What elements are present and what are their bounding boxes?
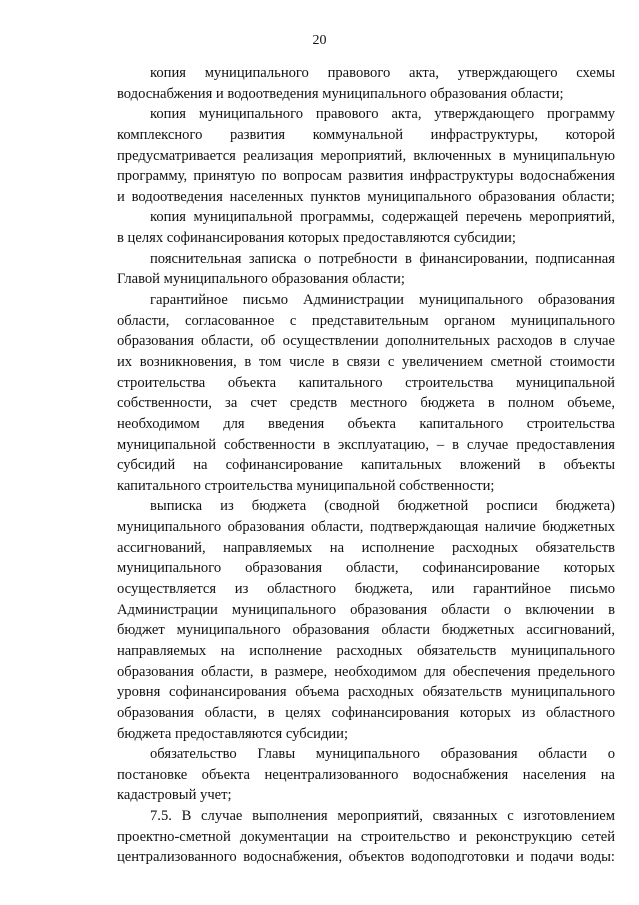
text-line: централизованного водоснабжения, объектов водоподготовки и подачи воды: xyxy=(117,849,615,866)
text-line: ассигнований, направляемых на исполнение расходных обязательств xyxy=(117,539,615,556)
text-line: программу, принятую по вопросам развития инфраструктуры водоснабжения xyxy=(117,168,615,185)
text-line: в целях софинансирования которых предоставляются субсидии; xyxy=(117,230,516,247)
text-line: кадастровый учет; xyxy=(117,787,232,804)
text-line: Администрации муниципального образования области о включении в xyxy=(117,601,615,618)
paragraph-guarantee-letter xyxy=(117,290,615,496)
text-line: их возникновения, в том числе в связи с увеличением сметной стоимости xyxy=(117,353,615,370)
text-line: образования области, в размере, необходимом для обеспечения предельного xyxy=(117,663,615,680)
text-line: муниципального образования области, подтверждающая наличие бюджетных xyxy=(117,519,615,536)
text-line: выписка из бюджета (сводной бюджетной росписи бюджета) xyxy=(150,498,615,515)
text-line: и водоотведения населенных пунктов муниципального образования области; xyxy=(117,188,615,205)
text-line: пояснительная записка о потребности в финансировании, подписанная xyxy=(150,250,615,267)
paragraph-budget-extract xyxy=(117,496,615,744)
text-line: осуществляется из областного бюджета, или гарантийное письмо xyxy=(117,581,615,598)
text-line: собственности, за счет средств местного бюджета в полном объеме, xyxy=(117,395,615,412)
text-line: копия муниципального правового акта, утверждающего схемы xyxy=(150,65,615,81)
document-body xyxy=(117,63,615,868)
paragraph-explanatory-note xyxy=(117,249,615,290)
text-line: Главой муниципального образования области; xyxy=(117,271,405,288)
paragraph-municipal-act-scheme xyxy=(117,63,615,104)
text-line: постановке объекта нецентрализованного водоснабжения населения на xyxy=(117,766,615,783)
text-line: проектно-сметной документации на строительство и реконструкцию сетей xyxy=(117,828,615,845)
text-line: копия муниципального правового акта, утверждающего программу xyxy=(150,106,615,123)
text-line: обязательство Главы муниципального образования области о xyxy=(150,746,615,763)
text-line: образования области, об осуществлении дополнительных расходов в случае xyxy=(117,333,615,350)
text-line: области, согласованное с представительным органом муниципального xyxy=(117,312,615,329)
text-line: образования области, в целях софинансирования которых из областного xyxy=(117,704,615,721)
text-line: муниципальной собственности в эксплуатацию, – в случае предоставления xyxy=(117,436,615,453)
text-line: водоснабжения и водоотведения муниципального образования области; xyxy=(117,85,564,102)
text-line: направляемых на исполнение расходных обязательств муниципального xyxy=(117,642,615,659)
text-line: бюджета предоставляются субсидии; xyxy=(117,725,349,742)
paragraph-municipal-act-program xyxy=(117,104,615,207)
text-line: предусматривается реализация мероприятий, включенных в муниципальную xyxy=(117,147,615,164)
text-line: муниципального образования области, софинансирование которых xyxy=(117,560,615,577)
paragraph-municipal-program xyxy=(117,207,615,248)
text-line: комплексного развития коммунальной инфраструктуры, которой xyxy=(117,126,615,143)
text-line: капитального строительства муниципальной собственности; xyxy=(117,477,495,494)
text-line: субсидий на софинансирование капитальных вложений в объекты xyxy=(117,457,615,474)
page-number: 20 xyxy=(312,33,327,48)
paragraph-clause-7-5 xyxy=(117,806,615,868)
text-line: бюджет муниципального образования области бюджетных ассигнований, xyxy=(117,622,615,639)
text-line: уровня софинансирования объема расходных обязательств муниципального xyxy=(117,684,615,701)
text-line: строительства объекта капитального строительства муниципальной xyxy=(117,374,615,391)
text-line: 7.5. В случае выполнения мероприятий, связанных с изготовлением xyxy=(150,808,615,825)
text-line: копия муниципальной программы, содержащей перечень мероприятий, xyxy=(150,209,615,226)
text-line: необходимом для введения объекта капитального строительства xyxy=(117,415,615,432)
text-line: гарантийное письмо Администрации муниципального образования xyxy=(150,292,615,309)
paragraph-cadastral-obligation xyxy=(117,744,615,806)
